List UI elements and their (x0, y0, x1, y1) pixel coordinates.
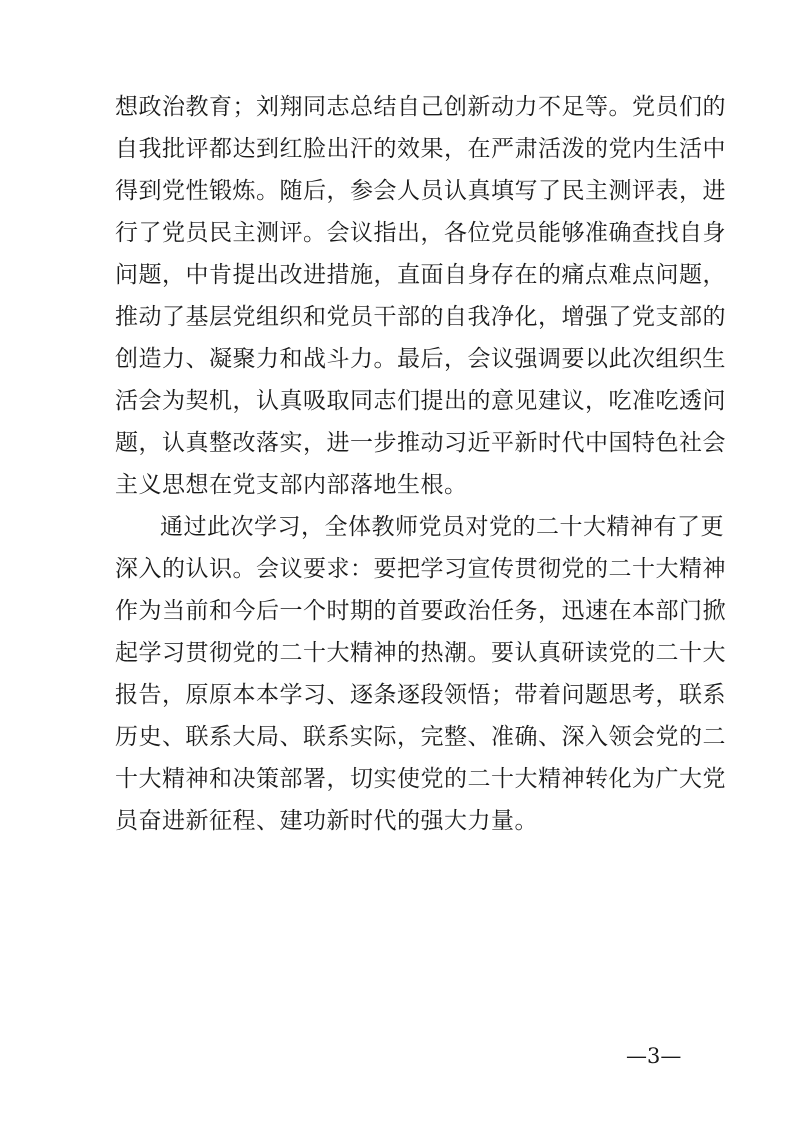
text-line: 深入的认识。会议要求：要把学习宣传贯彻党的二十大精神 (115, 556, 726, 582)
text-line: 行了党员民主测评。会议指出，各位党员能够准确查找自身 (115, 220, 726, 246)
text-line: 问题，中肯提出改进措施，直面自身存在的痛点难点问题， (115, 262, 726, 288)
text-line: 作为当前和今后一个时期的首要政治任务，迅速在本部门掀 (115, 598, 726, 624)
text-line: 创造力、凝聚力和战斗力。最后，会议强调要以此次组织生 (115, 346, 726, 372)
text-line: 主义思想在党支部内部落地生根。 (115, 472, 468, 498)
text-line: 起学习贯彻党的二十大精神的热潮。要认真研读党的二十大 (115, 640, 726, 666)
text-line: 历史、联系大局、联系实际，完整、准确、深入领会党的二 (115, 724, 726, 750)
page-number: —3— (626, 1044, 682, 1068)
text-line: 题，认真整改落实，进一步推动习近平新时代中国特色社会 (115, 430, 726, 456)
paragraph-first-line: 通过此次学习，全体教师党员对党的二十大精神有了更 (160, 514, 724, 540)
text-line: 员奋进新征程、建功新时代的强大力量。 (115, 808, 538, 834)
text-line: 十大精神和决策部署，切实使党的二十大精神转化为广大党 (115, 766, 726, 792)
text-line: 得到党性锻炼。随后，参会人员认真填写了民主测评表，进 (115, 178, 726, 204)
text-line: 推动了基层党组织和党员干部的自我净化，增强了党支部的 (115, 304, 726, 330)
text-line: 报告，原原本本学习、逐条逐段领悟；带着问题思考，联系 (115, 682, 726, 708)
text-line: 活会为契机，认真吸取同志们提出的意见建议，吃准吃透问 (115, 388, 726, 414)
text-line: 自我批评都达到红脸出汗的效果，在严肃活泼的党内生活中 (115, 136, 726, 162)
text-line: 想政治教育；刘翔同志总结自己创新动力不足等。党员们的 (115, 94, 726, 120)
